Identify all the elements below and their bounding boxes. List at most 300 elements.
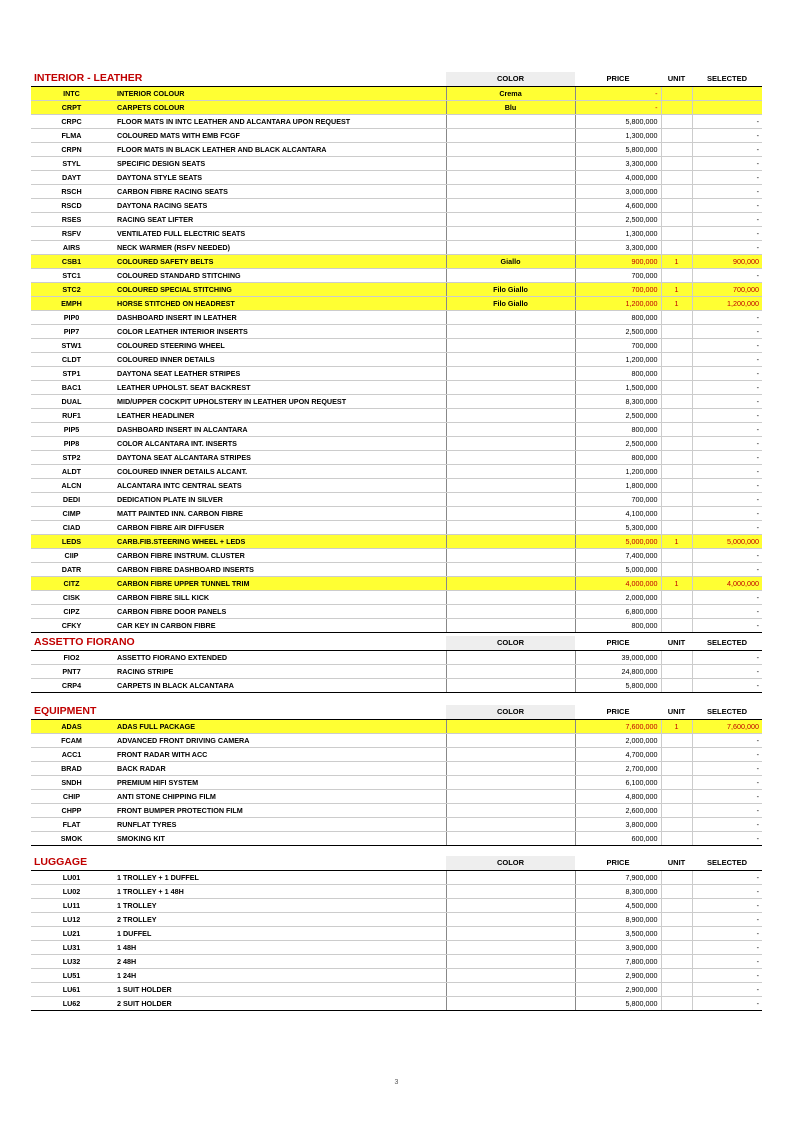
option-code: FLMA — [31, 129, 112, 143]
option-description: 1 TROLLEY — [112, 899, 446, 913]
option-selected: - — [692, 549, 762, 563]
option-description: COLOURED INNER DETAILS ALCANT. — [112, 465, 446, 479]
table-row — [31, 241, 762, 255]
option-selected: - — [692, 227, 762, 241]
option-unit — [661, 651, 692, 665]
table-row — [31, 269, 762, 283]
option-price: 2,000,000 — [575, 734, 661, 748]
selected-header: SELECTED — [692, 856, 762, 871]
option-unit — [661, 734, 692, 748]
option-selected: 900,000 — [692, 255, 762, 269]
option-selected: - — [692, 899, 762, 913]
option-selected: - — [692, 479, 762, 493]
option-description: 1 SUIT HOLDER — [112, 983, 446, 997]
option-description: CARBON FIBRE INSTRUM. CLUSTER — [112, 549, 446, 563]
section-equipment — [31, 705, 762, 846]
option-unit — [661, 409, 692, 423]
option-code: ALCN — [31, 479, 112, 493]
option-code: SMOK — [31, 832, 112, 846]
color-header: COLOR — [446, 636, 575, 651]
table-row — [31, 790, 762, 804]
option-color — [446, 549, 575, 563]
table-row — [31, 899, 762, 913]
option-price: 5,800,000 — [575, 115, 661, 129]
option-description: CARBON FIBRE RACING SEATS — [112, 185, 446, 199]
option-code: INTC — [31, 87, 112, 101]
option-color: Filo Giallo — [446, 283, 575, 297]
option-description: LEATHER UPHOLST. SEAT BACKREST — [112, 381, 446, 395]
option-selected: - — [692, 818, 762, 832]
unit-header: UNIT — [661, 636, 692, 651]
table-row — [31, 451, 762, 465]
option-description: COLOURED SAFETY BELTS — [112, 255, 446, 269]
option-price: 5,800,000 — [575, 679, 661, 693]
option-selected: - — [692, 941, 762, 955]
table-row — [31, 297, 762, 311]
option-color: Crema — [446, 87, 575, 101]
option-price: 1,300,000 — [575, 129, 661, 143]
section-luggage — [31, 856, 762, 1011]
selected-header: SELECTED — [692, 636, 762, 651]
option-selected: - — [692, 871, 762, 885]
option-color — [446, 451, 575, 465]
option-code: CLDT — [31, 353, 112, 367]
table-row — [31, 549, 762, 563]
option-color — [446, 507, 575, 521]
option-price: 700,000 — [575, 269, 661, 283]
option-unit — [661, 927, 692, 941]
option-price: 2,500,000 — [575, 409, 661, 423]
table-row — [31, 157, 762, 171]
option-code: EMPH — [31, 297, 112, 311]
option-selected: - — [692, 507, 762, 521]
option-unit — [661, 465, 692, 479]
option-code: LU31 — [31, 941, 112, 955]
option-unit — [661, 493, 692, 507]
table-row — [31, 605, 762, 619]
table-row — [31, 997, 762, 1011]
option-code: STW1 — [31, 339, 112, 353]
option-color — [446, 871, 575, 885]
option-selected: - — [692, 969, 762, 983]
option-selected: - — [692, 665, 762, 679]
option-price: 5,800,000 — [575, 997, 661, 1011]
option-unit — [661, 549, 692, 563]
table-row — [31, 535, 762, 549]
option-selected: - — [692, 269, 762, 283]
table-row — [31, 283, 762, 297]
option-color — [446, 818, 575, 832]
option-unit: 1 — [661, 720, 692, 734]
option-description: FLOOR MATS IN BLACK LEATHER AND BLACK ALCANTARA — [112, 143, 446, 157]
option-price: 2,000,000 — [575, 591, 661, 605]
options-table — [31, 856, 762, 1011]
option-description: MID/UPPER COCKPIT UPHOLSTERY IN LEATHER UPON REQUEST — [112, 395, 446, 409]
option-code: RSCH — [31, 185, 112, 199]
option-description: LEATHER HEADLINER — [112, 409, 446, 423]
option-description: VENTILATED FULL ELECTRIC SEATS — [112, 227, 446, 241]
color-header: COLOR — [446, 856, 575, 871]
option-selected: - — [692, 563, 762, 577]
option-price: 8,300,000 — [575, 885, 661, 899]
option-color — [446, 115, 575, 129]
option-selected: - — [692, 185, 762, 199]
option-selected: - — [692, 885, 762, 899]
option-unit: 1 — [661, 535, 692, 549]
option-description: FRONT RADAR WITH ACC — [112, 748, 446, 762]
option-color — [446, 521, 575, 535]
option-price: 4,000,000 — [575, 171, 661, 185]
option-price: 700,000 — [575, 339, 661, 353]
option-color — [446, 437, 575, 451]
table-row — [31, 679, 762, 693]
option-color — [446, 535, 575, 549]
option-selected: - — [692, 437, 762, 451]
option-code: ACC1 — [31, 748, 112, 762]
option-color — [446, 493, 575, 507]
option-selected: - — [692, 983, 762, 997]
option-selected: - — [692, 115, 762, 129]
color-header: COLOR — [446, 705, 575, 720]
option-price: 900,000 — [575, 255, 661, 269]
table-row — [31, 577, 762, 591]
option-price: 800,000 — [575, 423, 661, 437]
option-unit — [661, 804, 692, 818]
table-row — [31, 955, 762, 969]
option-unit — [661, 479, 692, 493]
option-selected: - — [692, 199, 762, 213]
option-unit — [661, 269, 692, 283]
section-title: EQUIPMENT — [31, 705, 446, 720]
option-code: DUAL — [31, 395, 112, 409]
option-price: 3,300,000 — [575, 157, 661, 171]
table-row — [31, 255, 762, 269]
option-color — [446, 227, 575, 241]
option-color — [446, 762, 575, 776]
option-price: 3,800,000 — [575, 818, 661, 832]
option-unit — [661, 143, 692, 157]
table-row — [31, 493, 762, 507]
table-row — [31, 913, 762, 927]
table-row — [31, 311, 762, 325]
option-description: FRONT BUMPER PROTECTION FILM — [112, 804, 446, 818]
option-price: 1,200,000 — [575, 297, 661, 311]
option-description: COLOR LEATHER INTERIOR INSERTS — [112, 325, 446, 339]
option-color — [446, 776, 575, 790]
table-row — [31, 818, 762, 832]
option-price: 5,000,000 — [575, 535, 661, 549]
option-description: FLOOR MATS IN INTC LEATHER AND ALCANTARA UPON REQUEST — [112, 115, 446, 129]
option-unit — [661, 818, 692, 832]
option-description: DAYTONA SEAT ALCANTARA STRIPES — [112, 451, 446, 465]
option-unit — [661, 353, 692, 367]
option-selected: 7,600,000 — [692, 720, 762, 734]
option-selected: - — [692, 832, 762, 846]
option-selected: - — [692, 927, 762, 941]
option-price: 2,500,000 — [575, 213, 661, 227]
option-code: DEDI — [31, 493, 112, 507]
option-description: CARPETS IN BLACK ALCANTARA — [112, 679, 446, 693]
table-row — [31, 213, 762, 227]
option-code: STC1 — [31, 269, 112, 283]
option-unit — [661, 983, 692, 997]
option-unit — [661, 129, 692, 143]
option-color — [446, 577, 575, 591]
option-color — [446, 381, 575, 395]
table-row — [31, 720, 762, 734]
option-code: SNDH — [31, 776, 112, 790]
table-row — [31, 143, 762, 157]
option-unit — [661, 157, 692, 171]
option-color — [446, 311, 575, 325]
option-unit: 1 — [661, 577, 692, 591]
table-row — [31, 437, 762, 451]
option-color — [446, 157, 575, 171]
table-row — [31, 885, 762, 899]
option-description: CARBON FIBRE DOOR PANELS — [112, 605, 446, 619]
option-price: 800,000 — [575, 619, 661, 633]
option-price: 700,000 — [575, 493, 661, 507]
option-price: 5,300,000 — [575, 521, 661, 535]
option-unit — [661, 339, 692, 353]
option-price: 7,900,000 — [575, 871, 661, 885]
option-color — [446, 605, 575, 619]
option-selected: - — [692, 325, 762, 339]
option-price: 5,800,000 — [575, 143, 661, 157]
option-code: LU11 — [31, 899, 112, 913]
option-unit — [661, 563, 692, 577]
option-description: CARPETS COLOUR — [112, 101, 446, 115]
option-color — [446, 885, 575, 899]
option-description: COLOR ALCANTARA INT. INSERTS — [112, 437, 446, 451]
page-number: 3 — [394, 1079, 399, 1086]
option-price: 700,000 — [575, 283, 661, 297]
option-description: DEDICATION PLATE IN SILVER — [112, 493, 446, 507]
option-price: 800,000 — [575, 367, 661, 381]
option-color — [446, 941, 575, 955]
section-title: ASSETTO FIORANO — [31, 636, 446, 651]
table-row — [31, 395, 762, 409]
table-row — [31, 423, 762, 437]
option-selected: - — [692, 619, 762, 633]
table-row — [31, 804, 762, 818]
option-description: COLOURED STEERING WHEEL — [112, 339, 446, 353]
option-code: PIP8 — [31, 437, 112, 451]
option-price: 1,800,000 — [575, 479, 661, 493]
price-header: PRICE — [575, 636, 661, 651]
option-price: 1,300,000 — [575, 227, 661, 241]
option-color — [446, 367, 575, 381]
option-unit — [661, 885, 692, 899]
table-row — [31, 776, 762, 790]
option-unit — [661, 832, 692, 846]
option-code: CRP4 — [31, 679, 112, 693]
option-description: INTERIOR COLOUR — [112, 87, 446, 101]
option-selected: - — [692, 591, 762, 605]
option-description: RACING STRIPE — [112, 665, 446, 679]
option-unit: 1 — [661, 255, 692, 269]
option-code: AIRS — [31, 241, 112, 255]
option-color — [446, 734, 575, 748]
option-selected: - — [692, 381, 762, 395]
option-price: 3,300,000 — [575, 241, 661, 255]
option-unit: 1 — [661, 297, 692, 311]
option-color: Giallo — [446, 255, 575, 269]
option-description: CARBON FIBRE AIR DIFFUSER — [112, 521, 446, 535]
option-description: HORSE STITCHED ON HEADREST — [112, 297, 446, 311]
option-color — [446, 790, 575, 804]
option-description: CARBON FIBRE UPPER TUNNEL TRIM — [112, 577, 446, 591]
table-row — [31, 353, 762, 367]
option-color — [446, 927, 575, 941]
option-code: CIMP — [31, 507, 112, 521]
option-code: DAYT — [31, 171, 112, 185]
option-color — [446, 748, 575, 762]
option-description: COLOURED INNER DETAILS — [112, 353, 446, 367]
option-selected: - — [692, 423, 762, 437]
option-selected — [692, 101, 762, 115]
option-description: ALCANTARA INTC CENTRAL SEATS — [112, 479, 446, 493]
option-code: LU61 — [31, 983, 112, 997]
section-title: LUGGAGE — [31, 856, 446, 871]
table-row — [31, 479, 762, 493]
option-unit — [661, 913, 692, 927]
option-selected: - — [692, 129, 762, 143]
option-selected: - — [692, 734, 762, 748]
table-row — [31, 381, 762, 395]
table-row — [31, 325, 762, 339]
option-unit — [661, 87, 692, 101]
option-color — [446, 353, 575, 367]
option-description: CARB.FIB.STEERING WHEEL + LEDS — [112, 535, 446, 549]
table-row — [31, 87, 762, 101]
option-color — [446, 969, 575, 983]
section-assetto-fiorano — [31, 636, 762, 693]
option-code: FLAT — [31, 818, 112, 832]
option-unit — [661, 748, 692, 762]
option-description: 1 TROLLEY + 1 DUFFEL — [112, 871, 446, 885]
option-color — [446, 679, 575, 693]
option-unit — [661, 776, 692, 790]
option-color — [446, 241, 575, 255]
option-description: PREMIUM HIFI SYSTEM — [112, 776, 446, 790]
option-unit — [661, 185, 692, 199]
option-color — [446, 591, 575, 605]
option-unit — [661, 171, 692, 185]
option-price: 2,500,000 — [575, 437, 661, 451]
option-unit — [661, 213, 692, 227]
option-selected: - — [692, 171, 762, 185]
unit-header: UNIT — [661, 705, 692, 720]
option-description: NECK WARMER (RSFV NEEDED) — [112, 241, 446, 255]
option-color — [446, 913, 575, 927]
table-row — [31, 591, 762, 605]
option-unit — [661, 367, 692, 381]
option-code: FIO2 — [31, 651, 112, 665]
options-table — [31, 636, 762, 693]
table-row — [31, 983, 762, 997]
option-description: 2 48H — [112, 955, 446, 969]
option-selected: - — [692, 451, 762, 465]
option-price: 800,000 — [575, 311, 661, 325]
option-unit — [661, 679, 692, 693]
table-row — [31, 185, 762, 199]
option-code: LEDS — [31, 535, 112, 549]
option-color — [446, 563, 575, 577]
table-row — [31, 969, 762, 983]
option-price: 2,500,000 — [575, 325, 661, 339]
option-code: CIIP — [31, 549, 112, 563]
option-color — [446, 665, 575, 679]
option-code: CRPN — [31, 143, 112, 157]
option-color — [446, 395, 575, 409]
option-unit — [661, 605, 692, 619]
table-row — [31, 521, 762, 535]
option-selected: - — [692, 143, 762, 157]
option-unit — [661, 955, 692, 969]
option-code: LU02 — [31, 885, 112, 899]
option-description: CARBON FIBRE DASHBOARD INSERTS — [112, 563, 446, 577]
option-selected: - — [692, 521, 762, 535]
options-table — [31, 705, 762, 846]
option-color — [446, 720, 575, 734]
table-row — [31, 734, 762, 748]
option-description: DASHBOARD INSERT IN LEATHER — [112, 311, 446, 325]
option-description: RACING SEAT LIFTER — [112, 213, 446, 227]
option-unit — [661, 395, 692, 409]
table-row — [31, 927, 762, 941]
option-price: 1,500,000 — [575, 381, 661, 395]
option-selected: - — [692, 339, 762, 353]
option-description: DAYTONA RACING SEATS — [112, 199, 446, 213]
option-unit — [661, 381, 692, 395]
option-selected: 4,000,000 — [692, 577, 762, 591]
option-color — [446, 983, 575, 997]
option-price: 1,200,000 — [575, 353, 661, 367]
option-code: CHIP — [31, 790, 112, 804]
price-header: PRICE — [575, 705, 661, 720]
option-color — [446, 619, 575, 633]
option-selected: - — [692, 679, 762, 693]
price-header: PRICE — [575, 856, 661, 871]
option-code: STYL — [31, 157, 112, 171]
option-description: ASSETTO FIORANO EXTENDED — [112, 651, 446, 665]
option-price: 600,000 — [575, 832, 661, 846]
option-code: PIP5 — [31, 423, 112, 437]
table-row — [31, 465, 762, 479]
option-code: CFKY — [31, 619, 112, 633]
option-color — [446, 479, 575, 493]
option-code: CRPC — [31, 115, 112, 129]
table-row — [31, 748, 762, 762]
option-unit — [661, 423, 692, 437]
option-unit — [661, 665, 692, 679]
option-unit — [661, 521, 692, 535]
option-selected: - — [692, 748, 762, 762]
table-row — [31, 339, 762, 353]
table-row — [31, 101, 762, 115]
option-selected: - — [692, 493, 762, 507]
option-code: PNT7 — [31, 665, 112, 679]
table-row — [31, 651, 762, 665]
option-description: SMOKING KIT — [112, 832, 446, 846]
option-price: 4,100,000 — [575, 507, 661, 521]
option-price: 4,000,000 — [575, 577, 661, 591]
option-unit — [661, 591, 692, 605]
option-selected: 1,200,000 — [692, 297, 762, 311]
option-code: PIP0 — [31, 311, 112, 325]
option-code: LU32 — [31, 955, 112, 969]
